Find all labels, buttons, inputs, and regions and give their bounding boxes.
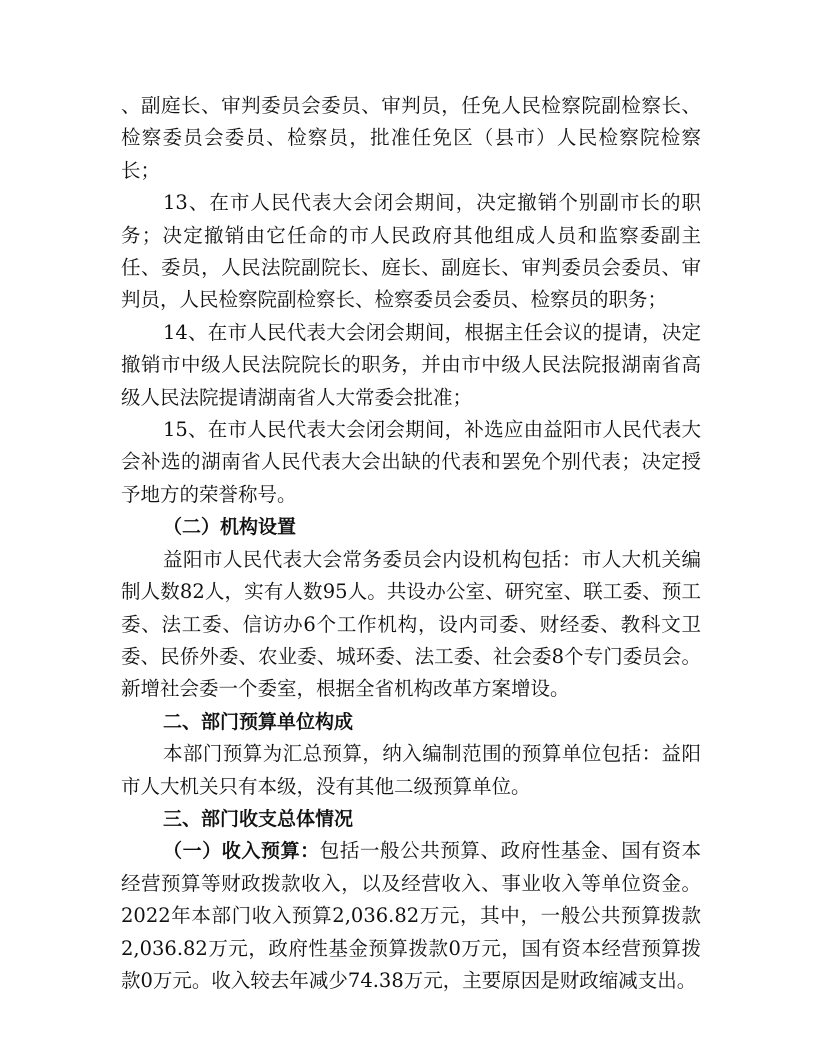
org-setup-heading: （二）机构设置 <box>163 516 297 539</box>
org-setup-paragraph: 益阳市人民代表大会常务委员会内设机构包括：市人大机关编制人数82人，实有人数95人。共设办公室、研究室、联工委、预工委、法工委、信访办6个工作机构，设内司委、财经委、教科文卫委、民侨外委、农业委、城环委、法工委、社会委8个专门委员会。新增社会委一个委室，根据全省机构改革方案增设。 <box>121 547 701 701</box>
list-item-13: 13、在市人民代表大会闭会期间，决定撤销个别副市长的职务；决定撤销由它任命的市人民政府其他组成人员和监察委副主任、委员，人民法院副院长、庭长、副庭长、审判委员会委员、审判员，人民检察院副检察长、检察委员会委员、检察员的职务； <box>121 191 701 312</box>
budget-units-paragraph: 本部门预算为汇总预算，纳入编制范围的预算单位包括：益阳市人大机关只有本级，没有其他二级预算单位。 <box>121 742 701 798</box>
document-body <box>121 90 701 997</box>
list-item-15: 15、在市人民代表大会闭会期间，补选应由益阳市人民代表大会补选的湖南省人民代表大会出缺的代表和罢免个别代表；决定授予地方的荣誉称号。 <box>121 418 701 506</box>
budget-units-heading: 二、部门预算单位构成 <box>163 710 354 733</box>
income-budget-text: 包括一般公共预算、政府性基金、国有资本经营预算等财政拨款收入，以及经营收入、事业收入等单位资金。2022年本部门收入预算2,036.82万元，其中，一般公共预算拨款2,036.82万元，政府性基金预算拨款0万元，国有资本经营预算拨款0万元。收入较去年减少74.38万元，主要原因是财政缩减支出。 <box>121 839 701 992</box>
income-budget-paragraph <box>121 835 701 997</box>
totals-heading: 三、部门收支总体情况 <box>163 807 354 830</box>
continuation-paragraph: 、副庭长、审判委员会委员、审判员，任免人民检察院副检察长、检察委员会委员、检察员，批准任免区（县市）人民检察院检察长； <box>121 94 701 182</box>
list-item-14: 14、在市人民代表大会闭会期间，根据主任会议的提请，决定撤销市中级人民法院院长的职务，并由市中级人民法院报湖南省高级人民法院提请湖南省人大常委会批准； <box>121 320 701 409</box>
income-budget-label: （一）收入预算： <box>163 840 320 863</box>
